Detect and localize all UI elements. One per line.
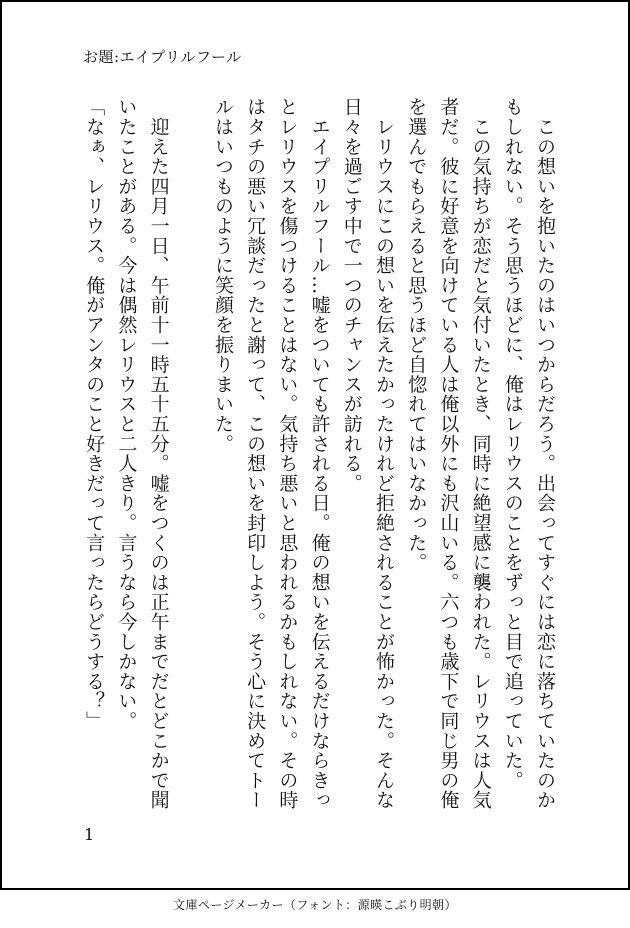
text-line: この想いを抱いたのはいつからだろう。出会ってすぐには恋に落ちていたのか xyxy=(534,97,556,810)
text-line: はタチの悪い冗談だったと謝って、この想いを封印しよう。そう心に決めてトー xyxy=(244,97,267,810)
theme-title: お題:エイプリルフール xyxy=(83,48,242,66)
text-line: 「なぁ、レリウス。俺がアンタのこと好きだって言ったらどうする？」 xyxy=(83,97,106,731)
text-line: 迎えた四月一日、午前十一時五十五分。嘘をつくのは正午までだとどこかで聞 xyxy=(147,97,170,810)
text-line: 者だ。彼に好意を向けている人は俺以外にも沢山いる。六つも歳下で同じ男の俺 xyxy=(437,97,460,810)
text-line: レリウスにこの想いを伝えたかったけれど拒絶されることが怖かった。そんな xyxy=(372,97,395,810)
text-line: 日々を過ごす中で一つのチャンスが訪れる。 xyxy=(340,97,363,493)
text-line: を選んでもらえると思うほど自惚れてはいなかった。 xyxy=(405,97,428,573)
footer-credit: 文庫ページメーカー（フォント：源暎こぶり明朝） xyxy=(173,898,457,912)
text-line: この気持ちが恋だと気付いたとき、同時に絶望感に襲われた。レリウスは人気 xyxy=(469,97,492,810)
vertical-body-text xyxy=(78,97,561,817)
text-line: エイプリルフール…嘘をついても許される日。俺の想いを伝えるだけならきっ xyxy=(308,97,331,810)
text-line: とレリウスを傷つけることはない。気持ち悪いと思われるかもしれない。その時 xyxy=(276,97,299,810)
blank-line xyxy=(175,97,207,817)
text-line: ルはいつものように笑顔を振りまいた。 xyxy=(211,97,234,454)
page-number: 1 xyxy=(84,825,95,844)
text-line: いたことがある。今は偶然レリウスと二人きり。言うなら今しかない。 xyxy=(115,97,138,731)
text-line: もしれない。そう思うほどに、俺はレリウスのことをずっと目で追っていた。 xyxy=(501,97,524,790)
